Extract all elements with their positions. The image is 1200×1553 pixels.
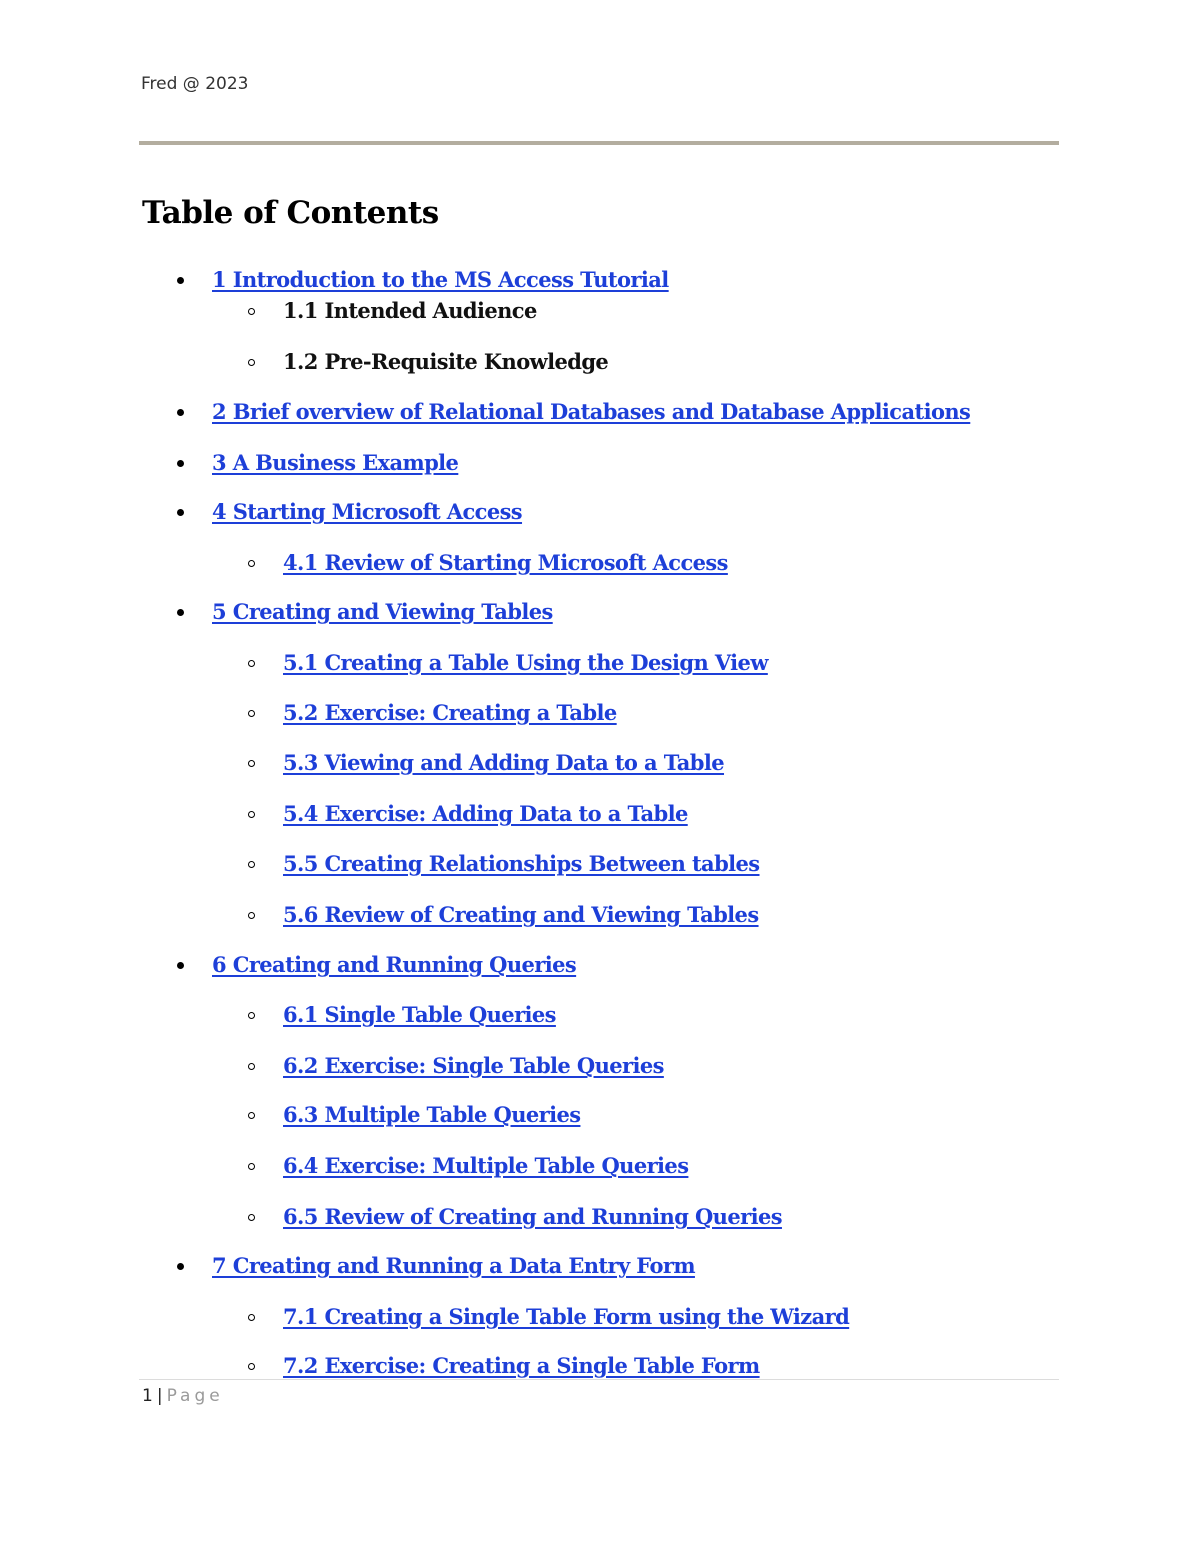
toc-link[interactable]: 6.3 Multiple Table Queries	[283, 1102, 581, 1127]
toc-link[interactable]: 1 Introduction to the MS Access Tutorial	[212, 267, 669, 292]
hollow-bullet-icon	[248, 1214, 255, 1221]
toc-link[interactable]: 4.1 Review of Starting Microsoft Access	[283, 550, 728, 575]
toc-link[interactable]: 7 Creating and Running a Data Entry Form	[212, 1253, 695, 1278]
filled-bullet-icon	[177, 277, 184, 284]
filled-bullet-icon	[177, 962, 184, 969]
hollow-bullet-icon	[248, 861, 255, 868]
toc-link[interactable]: 6.4 Exercise: Multiple Table Queries	[283, 1153, 689, 1178]
toc-label: 1.1 Intended Audience	[283, 298, 537, 323]
hollow-bullet-icon	[248, 560, 255, 567]
filled-bullet-icon	[177, 509, 184, 516]
hollow-bullet-icon	[248, 912, 255, 919]
toc-link[interactable]: 5.3 Viewing and Adding Data to a Table	[283, 750, 725, 775]
toc-link[interactable]: 5.5 Creating Relationships Between tables	[283, 851, 760, 876]
toc-link[interactable]: 2 Brief overview of Relational Databases and Database Applications	[212, 399, 971, 424]
footer-divider	[139, 1379, 1059, 1380]
page-footer	[142, 1386, 224, 1406]
toc-link[interactable]: 5.1 Creating a Table Using the Design View	[283, 650, 768, 675]
toc-link[interactable]: 5.4 Exercise: Adding Data to a Table	[283, 801, 688, 826]
page-number: 1	[142, 1386, 153, 1406]
hollow-bullet-icon	[248, 1012, 255, 1019]
toc-link[interactable]: 6 Creating and Running Queries	[212, 952, 577, 977]
toc-link[interactable]: 6.5 Review of Creating and Running Queries	[283, 1204, 782, 1229]
hollow-bullet-icon	[248, 1363, 255, 1370]
toc-label: 1.2 Pre-Requisite Knowledge	[283, 349, 609, 374]
footer-separator: |	[156, 1386, 163, 1406]
toc-link[interactable]: 5 Creating and Viewing Tables	[212, 599, 553, 624]
hollow-bullet-icon	[248, 1163, 255, 1170]
toc-title: Table of Contents	[142, 195, 439, 231]
hollow-bullet-icon	[248, 1063, 255, 1070]
toc-link[interactable]: 6.2 Exercise: Single Table Queries	[283, 1053, 664, 1078]
toc-link[interactable]: 7.1 Creating a Single Table Form using the Wizard	[283, 1304, 850, 1329]
filled-bullet-icon	[177, 409, 184, 416]
page-label: Page	[166, 1386, 224, 1406]
hollow-bullet-icon	[248, 308, 255, 315]
toc-link[interactable]: 5.2 Exercise: Creating a Table	[283, 700, 617, 725]
hollow-bullet-icon	[248, 710, 255, 717]
toc-link[interactable]: 7.2 Exercise: Creating a Single Table Form	[283, 1353, 760, 1378]
hollow-bullet-icon	[248, 359, 255, 366]
header-divider	[139, 141, 1059, 145]
filled-bullet-icon	[177, 1263, 184, 1270]
hollow-bullet-icon	[248, 1314, 255, 1321]
toc-link[interactable]: 3 A Business Example	[212, 450, 459, 475]
hollow-bullet-icon	[248, 811, 255, 818]
toc-link[interactable]: 6.1 Single Table Queries	[283, 1002, 556, 1027]
hollow-bullet-icon	[248, 660, 255, 667]
filled-bullet-icon	[177, 609, 184, 616]
toc-link[interactable]: 4 Starting Microsoft Access	[212, 499, 523, 524]
hollow-bullet-icon	[248, 760, 255, 767]
filled-bullet-icon	[177, 460, 184, 467]
hollow-bullet-icon	[248, 1112, 255, 1119]
page-header-text: Fred @ 2023	[141, 74, 249, 94]
toc-link[interactable]: 5.6 Review of Creating and Viewing Tables	[283, 902, 759, 927]
